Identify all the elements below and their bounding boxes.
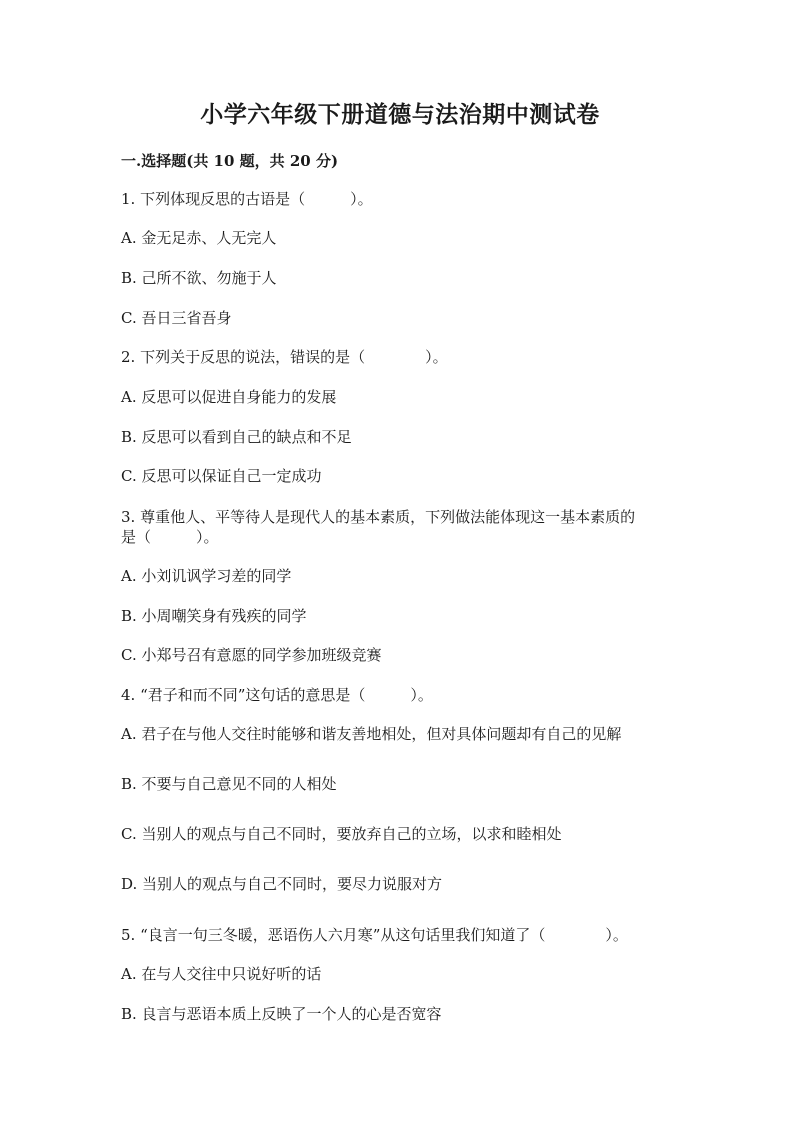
- question-4-option-d: D. 当别人的观点与自己不同时，要尽力说服对方: [121, 875, 443, 893]
- question-3-stem-line-1: 3. 尊重他人、平等待人是现代人的基本素质，下列做法能体现这一基本素质的: [121, 508, 636, 526]
- question-2-stem: 2. 下列关于反思的说法，错误的是（ ）。: [121, 348, 448, 366]
- question-2-option-b: B. 反思可以看到自己的缺点和不足: [121, 428, 352, 446]
- question-4-option-b: B. 不要与自己意见不同的人相处: [121, 775, 337, 793]
- question-4-stem: 4. “君子和而不同”这句话的意思是（ ）。: [121, 686, 433, 704]
- question-3-stem-line-2: 是（ ）。: [121, 528, 219, 546]
- question-3-option-b: B. 小周嘲笑身有残疾的同学: [121, 607, 307, 625]
- question-1-option-a: A. 金无足赤、人无完人: [121, 229, 277, 247]
- question-4-option-a: A. 君子在与他人交往时能够和谐友善地相处，但对具体问题却有自己的见解: [121, 725, 622, 743]
- question-3-option-c: C. 小郑号召有意愿的同学参加班级竞赛: [121, 646, 382, 664]
- question-2-option-a: A. 反思可以促进自身能力的发展: [121, 388, 337, 406]
- question-1-option-c: C. 吾日三省吾身: [121, 309, 232, 327]
- question-1-option-b: B. 己所不欲、勿施于人: [121, 269, 277, 287]
- section-heading: 一.选择题(共 10 题，共 20 分): [121, 152, 339, 170]
- question-2-option-c: C. 反思可以保证自己一定成功: [121, 467, 322, 485]
- question-5-option-a: A. 在与人交往中只说好听的话: [121, 965, 322, 983]
- question-1-stem: 1. 下列体现反思的古语是（ ）。: [121, 190, 373, 208]
- question-4-option-c: C. 当别人的观点与自己不同时，要放弃自己的立场，以求和睦相处: [121, 825, 562, 843]
- question-3-option-a: A. 小刘讥讽学习差的同学: [121, 567, 292, 585]
- question-5-stem: 5. “良言一句三冬暖，恶语伤人六月寒”从这句话里我们知道了（ ）。: [121, 926, 628, 944]
- question-5-option-b: B. 良言与恶语本质上反映了一个人的心是否宽容: [121, 1005, 442, 1023]
- exam-title: 小学六年级下册道德与法治期中测试卷: [200, 101, 600, 128]
